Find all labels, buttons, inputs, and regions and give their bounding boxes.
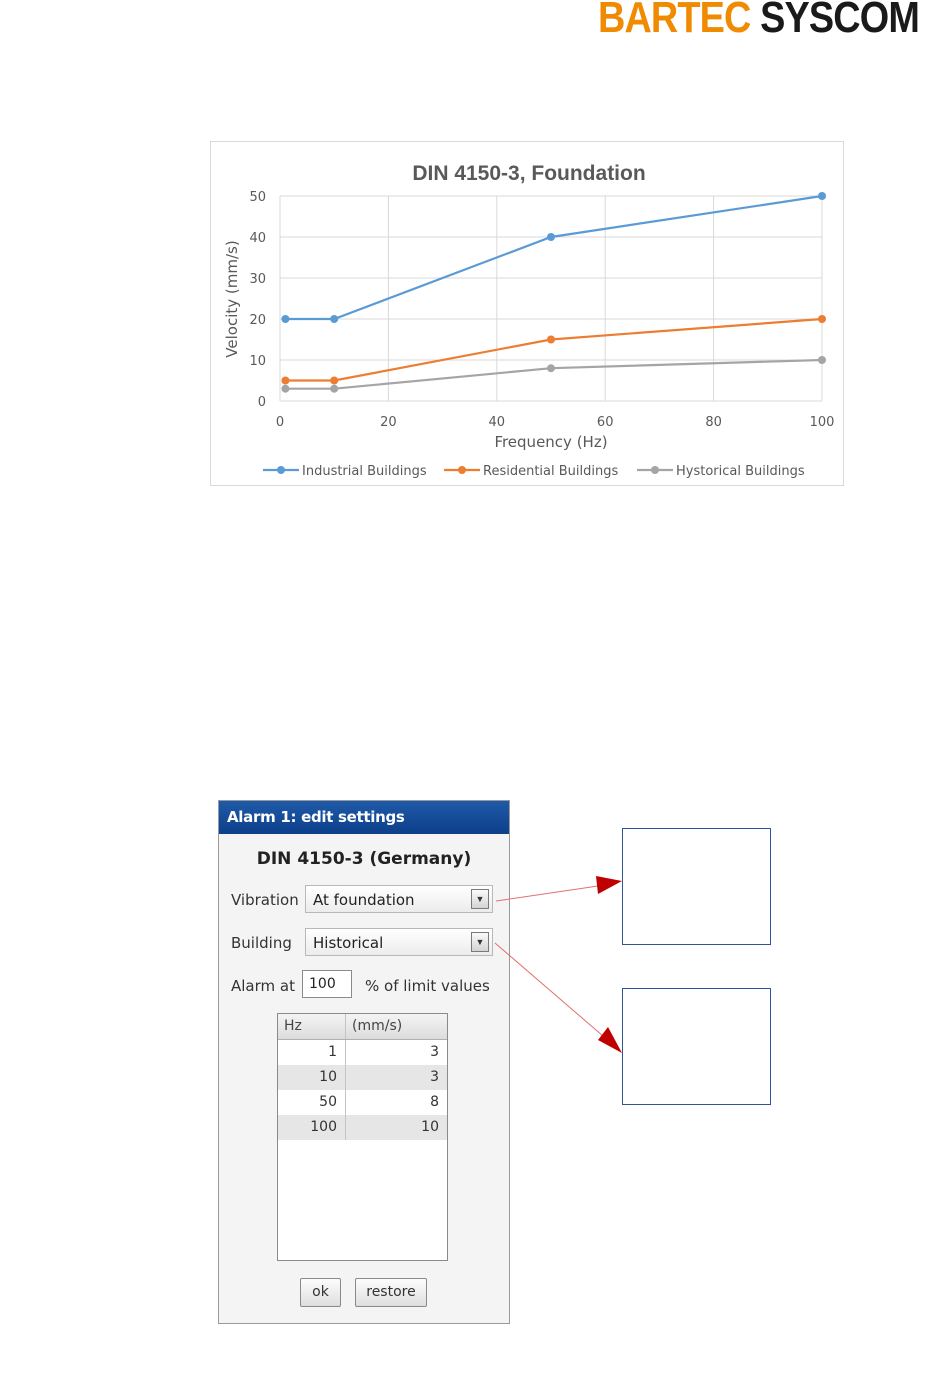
y-tick-label: 30 — [249, 272, 266, 287]
x-tick-label: 20 — [380, 415, 397, 430]
x-tick-label: 100 — [809, 415, 835, 430]
table-cell-hz: 1 — [278, 1040, 346, 1065]
chart-title: DIN 4150-3, Foundation — [412, 162, 646, 185]
y-axis-title: Velocity (mm/s) — [223, 240, 241, 358]
vibration-label: Vibration — [231, 891, 299, 909]
vibration-arrowhead-icon — [596, 876, 622, 894]
y-tick-label: 40 — [249, 231, 266, 246]
alarm-suffix-label: % of limit values — [365, 977, 490, 995]
ok-button[interactable]: ok — [300, 1278, 341, 1307]
y-tick-label: 50 — [249, 190, 266, 205]
legend-label: Industrial Buildings — [302, 464, 427, 479]
logo-part-bartec: BARTEC — [598, 0, 751, 42]
building-select-value: Historical — [313, 934, 384, 952]
x-axis-title: Frequency (Hz) — [494, 433, 608, 451]
vibration-select-value: At foundation — [313, 891, 415, 909]
building-arrow-line — [495, 943, 603, 1036]
table-cell-hz: 50 — [278, 1090, 346, 1115]
y-tick-label: 10 — [249, 354, 266, 369]
table-cell-velocity: 10 — [421, 1119, 439, 1135]
vibration-arrow-line — [496, 886, 598, 901]
x-tick-label: 0 — [275, 415, 285, 430]
y-tick-label: 20 — [249, 313, 266, 328]
table-cell-velocity: 8 — [430, 1094, 439, 1110]
column-header-hz[interactable]: Hz — [278, 1014, 346, 1039]
x-tick-label: 80 — [705, 415, 722, 430]
alarm-at-label: Alarm at — [231, 977, 295, 995]
legend-label: Residential Buildings — [483, 464, 619, 479]
building-arrowhead-icon — [598, 1027, 622, 1053]
table-cell-velocity: 3 — [430, 1044, 439, 1060]
column-header-velocity[interactable]: (mm/s) — [352, 1018, 403, 1034]
chevron-down-icon[interactable]: ▼ — [471, 932, 489, 952]
table-cell-hz: 100 — [278, 1115, 346, 1140]
building-label: Building — [231, 934, 292, 952]
standard-heading: DIN 4150-3 (Germany) — [256, 849, 472, 869]
table-cell-hz: 10 — [278, 1065, 346, 1090]
restore-button[interactable]: restore — [355, 1278, 427, 1307]
chevron-down-icon[interactable]: ▼ — [471, 889, 489, 909]
y-tick-label: 0 — [257, 395, 266, 410]
logo-part-syscom: SYSCOM — [760, 0, 920, 42]
alarm-percent-input[interactable]: 100 — [302, 970, 352, 998]
x-tick-label: 40 — [488, 415, 506, 430]
dialog-titlebar: Alarm 1: edit settings — [219, 801, 509, 834]
table-cell-velocity: 3 — [430, 1069, 439, 1085]
x-tick-label: 60 — [596, 415, 614, 430]
legend-label: Hystorical Buildings — [676, 464, 805, 479]
